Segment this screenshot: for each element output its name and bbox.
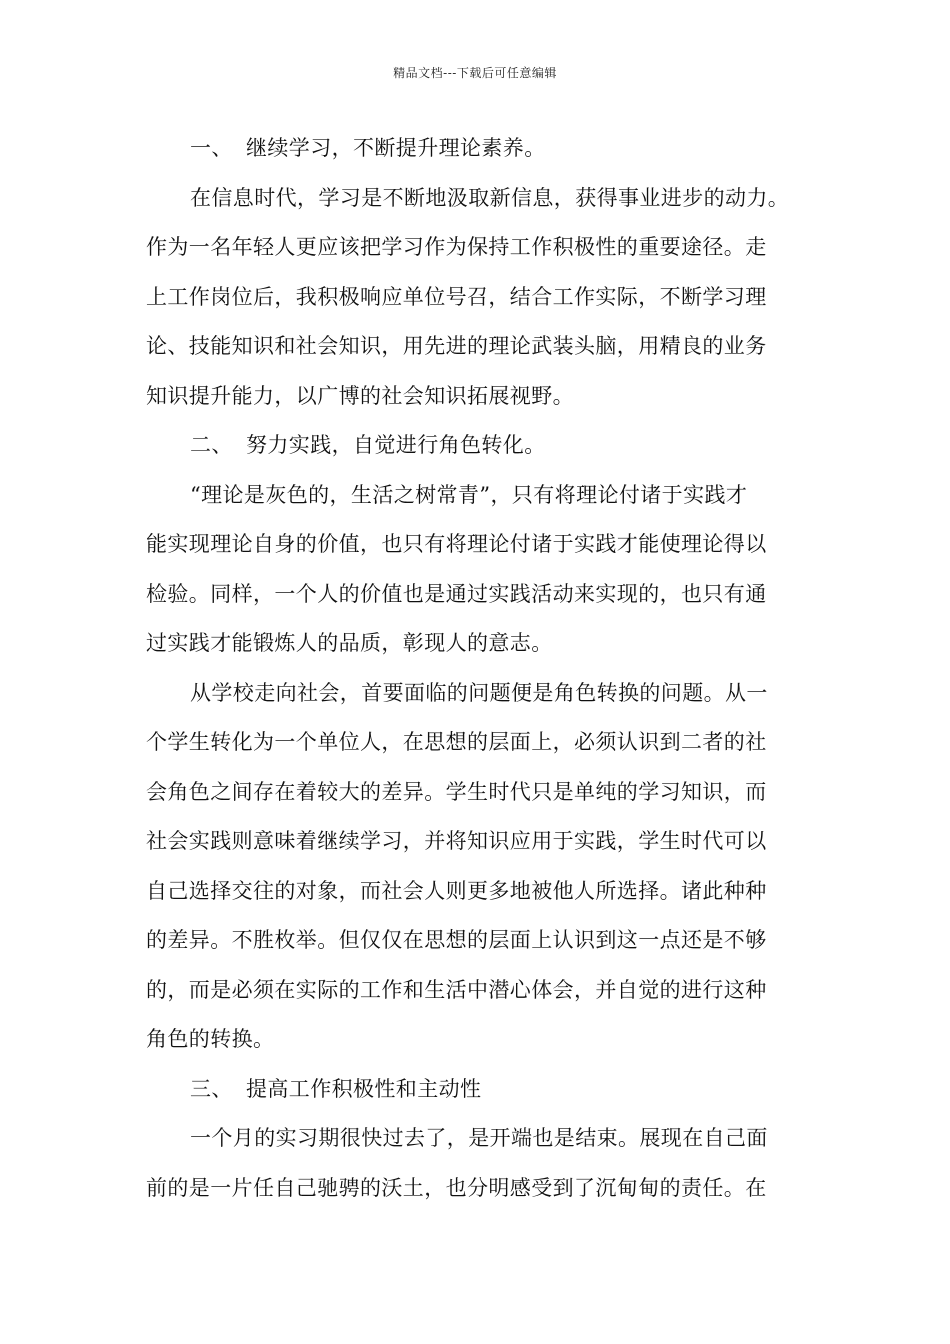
paragraph-line: 论、技能知识和社会知识，用先进的理论武装头脑，用精良的业务 bbox=[146, 334, 767, 358]
section-heading bbox=[146, 1065, 811, 1115]
paragraph-line: 社会实践则意味着继续学习，并将知识应用于实践，学生时代可以 bbox=[146, 829, 767, 853]
paragraph bbox=[146, 669, 811, 1065]
paragraph-line: 角色的转换。 bbox=[146, 1027, 275, 1051]
paragraph-line: 能实现理论自身的价值，也只有将理论付诸于实践才能使理论得以 bbox=[146, 532, 767, 556]
section-title: 继续学习，不断提升理论素养。 bbox=[246, 136, 546, 160]
section-heading bbox=[146, 421, 811, 471]
section-heading bbox=[146, 124, 811, 174]
paragraph-line: 在信息时代，学习是不断地汲取新信息，获得事业进步的动力。 bbox=[190, 185, 790, 210]
section-title: 提高工作积极性和主动性 bbox=[246, 1076, 482, 1101]
paragraph-line: 个学生转化为一个单位人，在思想的层面上，必须认识到二者的社 bbox=[146, 730, 767, 754]
paragraph-line: 过实践才能锻炼人的品质，彰现人的意志。 bbox=[146, 631, 553, 655]
paragraph-line: 一个月的实习期很快过去了，是开端也是结束。展现在自己面 bbox=[190, 1126, 768, 1150]
paragraph-line: 上工作岗位后，我积极响应单位号召，结合工作实际，不断学习理 bbox=[146, 284, 767, 309]
section-number: 一、 bbox=[190, 136, 233, 160]
paragraph bbox=[146, 471, 811, 669]
paragraph-line: “理论是灰色的，生活之树常青”，只有将理论付诸于实践才 bbox=[190, 482, 748, 507]
paragraph-line: 检验。同样，一个人的价值也是通过实践活动来实现的，也只有通 bbox=[146, 581, 767, 606]
paragraph-line: 会角色之间存在着较大的差异。学生时代只是单纯的学习知识，而 bbox=[146, 779, 767, 804]
paragraph-line: 知识提升能力，以广博的社会知识拓展视野。 bbox=[146, 383, 574, 408]
paragraph bbox=[146, 1114, 811, 1213]
paragraph bbox=[146, 174, 811, 422]
paragraph-line: 作为一名年轻人更应该把学习作为保持工作积极性的重要途径。走 bbox=[146, 235, 767, 259]
section-number: 二、 bbox=[190, 433, 233, 457]
paragraph-line: 的，而是必须在实际的工作和生活中潜心体会，并自觉的进行这种 bbox=[146, 977, 767, 1002]
document-body bbox=[146, 124, 811, 1213]
page-header: 精品文档---下载后可任意编辑 bbox=[393, 66, 557, 80]
paragraph-line: 的差异。不胜枚举。但仅仅在思想的层面上认识到这一点还是不够 bbox=[146, 928, 767, 952]
paragraph-line: 前的是一片任自己驰骋的沃土，也分明感受到了沉甸甸的责任。在 bbox=[146, 1175, 767, 1200]
section-number: 三、 bbox=[190, 1076, 233, 1101]
paragraph-line: 从学校走向社会，首要面临的问题便是角色转换的问题。从一 bbox=[190, 680, 768, 705]
section-title: 努力实践，自觉进行角色转化。 bbox=[246, 433, 546, 457]
paragraph-line: 自己选择交往的对象，而社会人则更多地被他人所选择。诸此种种 bbox=[146, 878, 767, 903]
